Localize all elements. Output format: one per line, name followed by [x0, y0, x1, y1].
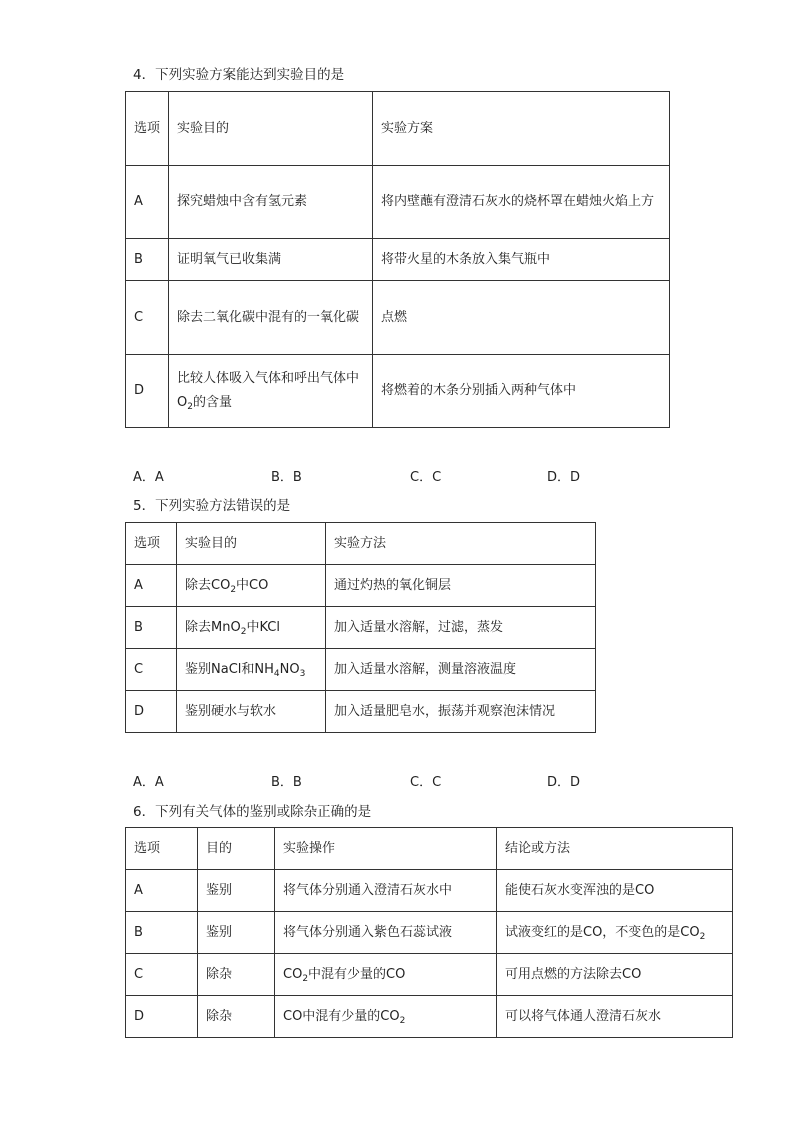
option-label: D — [126, 691, 177, 733]
plan-cell: 点燃 — [373, 281, 670, 355]
table-row — [126, 239, 670, 281]
operation-cell: 将气体分别通入澄清石灰水中 — [275, 870, 497, 912]
purpose-cell: 除杂 — [198, 996, 275, 1038]
goal-cell: 证明氧气已收集满 — [169, 239, 373, 281]
header-goal: 实验目的 — [169, 92, 373, 166]
table-row — [126, 607, 596, 649]
header-result: 结论或方法 — [497, 828, 733, 870]
goal-cell: 除去MnO$_2$中KCl — [177, 607, 326, 649]
question-5-title: 5．下列实验方法错误的是 — [133, 498, 291, 514]
result-cell: 可用点燃的方法除去CO — [497, 954, 733, 996]
option-label: B — [126, 912, 198, 954]
question-5-table — [125, 522, 596, 733]
question-6-table — [125, 827, 733, 1038]
method-cell: 加入适量肥皂水，振荡并观察泡沫情况 — [326, 691, 596, 733]
table-row — [126, 912, 733, 954]
table-row — [126, 870, 733, 912]
option-label: C — [126, 649, 177, 691]
option-label: B — [126, 239, 169, 281]
option-label: A — [126, 166, 169, 239]
table-row — [126, 954, 733, 996]
operation-cell: 将气体分别通入紫色石蕊试液 — [275, 912, 497, 954]
header-method: 实验方法 — [326, 523, 596, 565]
question-4-choices — [133, 466, 693, 484]
goal-cell: 除去二氧化碳中混有的一氧化碳 — [169, 281, 373, 355]
goal-cell: 比较人体吸入气体和呼出气体中$O_2$的含量 — [169, 355, 373, 428]
header-option: 选项 — [126, 92, 169, 166]
option-label: B — [126, 607, 177, 649]
choice-d[interactable]: D．D — [547, 470, 581, 485]
operation-cell: CO中混有少量的$CO_2$ — [275, 996, 497, 1038]
table-row — [126, 355, 670, 428]
table-row — [126, 649, 596, 691]
choice-a[interactable]: A．A — [133, 775, 164, 790]
purpose-cell: 鉴别 — [198, 870, 275, 912]
table-header-row — [126, 828, 733, 870]
plan-cell: 将燃着的木条分别插入两种气体中 — [373, 355, 670, 428]
table-row — [126, 691, 596, 733]
header-goal: 实验目的 — [177, 523, 326, 565]
choice-b[interactable]: B．B — [271, 775, 302, 790]
option-label: A — [126, 565, 177, 607]
table-header-row — [126, 92, 670, 166]
option-label: D — [126, 996, 198, 1038]
goal-cell: 探究蜡烛中含有氢元素 — [169, 166, 373, 239]
choice-c[interactable]: C．C — [410, 470, 442, 485]
table-row — [126, 281, 670, 355]
goal-cell: 除去$CO_2$中CO — [177, 565, 326, 607]
result-cell: 可以将气体通人澄清石灰水 — [497, 996, 733, 1038]
question-6-title: 6．下列有关气体的鉴别或除杂正确的是 — [133, 804, 372, 820]
question-4-title: 4．下列实验方案能达到实验目的是 — [133, 67, 345, 83]
table-row — [126, 565, 596, 607]
goal-cell: 鉴别NaCl和$NH_4NO_3$ — [177, 649, 326, 691]
goal-cell: 鉴别硬水与软水 — [177, 691, 326, 733]
header-plan: 实验方案 — [373, 92, 670, 166]
table-row — [126, 996, 733, 1038]
header-purpose: 目的 — [198, 828, 275, 870]
table-row — [126, 166, 670, 239]
option-label: C — [126, 281, 169, 355]
option-label: D — [126, 355, 169, 428]
method-cell: 通过灼热的氧化铜层 — [326, 565, 596, 607]
operation-cell: $CO_2$中混有少量的CO — [275, 954, 497, 996]
result-cell: 试液变红的是CO，不变色的是$CO_2$ — [497, 912, 733, 954]
header-option: 选项 — [126, 523, 177, 565]
plan-cell: 将带火星的木条放入集气瓶中 — [373, 239, 670, 281]
question-5-choices — [133, 771, 693, 789]
choice-c[interactable]: C．C — [410, 775, 442, 790]
purpose-cell: 除杂 — [198, 954, 275, 996]
method-cell: 加入适量水溶解，测量溶液温度 — [326, 649, 596, 691]
purpose-cell: 鉴别 — [198, 912, 275, 954]
method-cell: 加入适量水溶解，过滤，蒸发 — [326, 607, 596, 649]
plan-cell: 将内壁蘸有澄清石灰水的烧杯罩在蜡烛火焰上方 — [373, 166, 670, 239]
choice-d[interactable]: D．D — [547, 775, 581, 790]
option-label: C — [126, 954, 198, 996]
option-label: A — [126, 870, 198, 912]
header-operation: 实验操作 — [275, 828, 497, 870]
header-option: 选项 — [126, 828, 198, 870]
choice-b[interactable]: B．B — [271, 470, 302, 485]
question-4-table — [125, 91, 670, 428]
result-cell: 能使石灰水变浑浊的是CO — [497, 870, 733, 912]
table-header-row — [126, 523, 596, 565]
choice-a[interactable]: A．A — [133, 470, 164, 485]
